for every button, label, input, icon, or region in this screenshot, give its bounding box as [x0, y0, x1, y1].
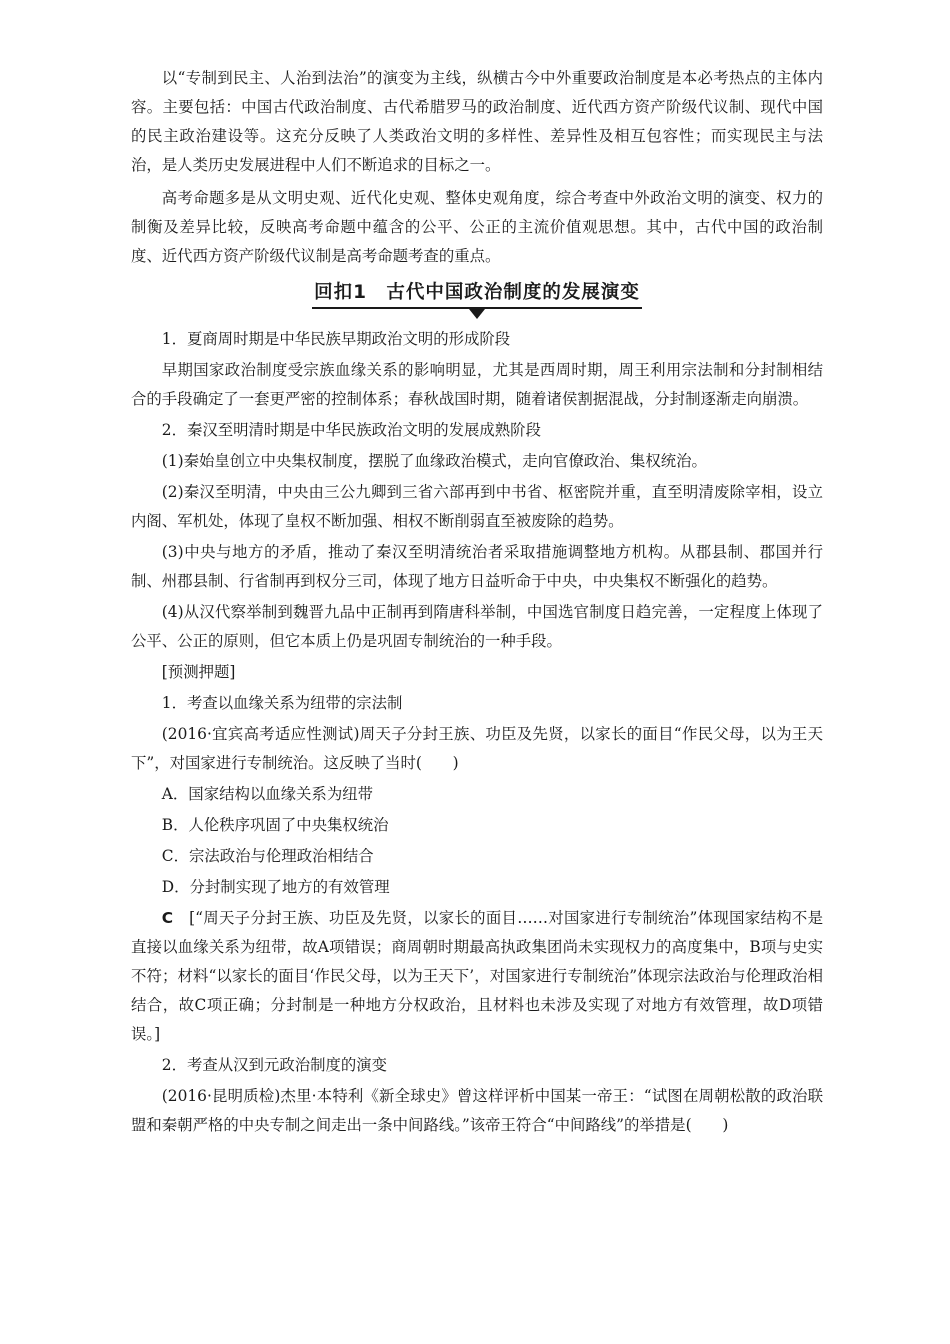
- question-1-title: 1．考查以血缘关系为纽带的宗法制: [161, 694, 403, 712]
- document-page: [131, 64, 823, 1140]
- section-heading-text: 回扣1 古代中国政治制度的发展演变: [314, 282, 640, 303]
- subsection-2-item-4: (4)从汉代察举制到魏晋九品中正制再到隋唐科举制，中国选官制度日趋完善，一定程度上体现了公平、公正的原则，但它本质上仍是巩固专制统治的一种手段。: [131, 603, 823, 650]
- subsection-1-body: 早期国家政治制度受宗族血缘关系的影响明显，尤其是西周时期，周王利用宗法制和分封制相结合的手段确定了一套更严密的控制体系；春秋战国时期，随着诸侯割据混战，分封制逐渐走向崩溃。: [131, 361, 823, 408]
- intro-paragraph-2: 高考命题多是从文明史观、近代化史观、整体史观角度，综合考查中外政治文明的演变、权力的制衡及差异比较，反映高考命题中蕴含的公平、公正的主流价值观思想。其中，古代中国的政治制度、近代西方资产阶级代议制是高考命题考查的重点。: [131, 189, 823, 265]
- question-2-title: 2．考查从汉到元政治制度的演变: [161, 1056, 388, 1074]
- question-1-option-b: B．人伦秩序巩固了中央集权统治: [161, 816, 389, 834]
- subsection-2-title: 2．秦汉至明清时期是中华民族政治文明的发展成熟阶段: [161, 421, 541, 439]
- question-1-answer-letter: C: [161, 909, 174, 927]
- predict-label: [预测押题]: [161, 663, 236, 681]
- intro-paragraph-1: 以“专制到民主、人治到法治”的演变为主线，纵横古今中外重要政治制度是本必考热点的主体内容。主要包括：中国古代政治制度、古代希腊罗马的政治制度、近代西方资产阶级代议制、现代中国的民主政治建设等。这充分反映了人类政治文明的多样性、差异性及相互包容性；而实现民主与法治，是人类历史发展进程中人们不断追求的目标之一。: [131, 69, 823, 174]
- section-heading-block: [131, 279, 823, 313]
- question-1-option-d: D．分封制实现了地方的有效管理: [161, 878, 390, 896]
- subsection-1-title: 1．夏商周时期是中华民族早期政治文明的形成阶段: [161, 330, 511, 348]
- section-heading: [312, 279, 642, 309]
- subsection-2-item-1: (1)秦始皇创立中央集权制度，摆脱了血缘政治模式，走向官僚政治、集权统治。: [161, 452, 707, 470]
- question-1-answer: [131, 904, 823, 1049]
- subsection-2-item-2: (2)秦汉至明清，中央由三公九卿到三省六部再到中书省、枢密院并重，直至明清废除宰相，设立内阁、军机处，体现了皇权不断加强、相权不断削弱直至被废除的趋势。: [131, 483, 823, 530]
- triangle-marker-icon: [469, 309, 485, 319]
- question-1-option-a: A．国家结构以血缘关系为纽带: [161, 785, 373, 803]
- question-1-option-c: C．宗法政治与伦理政治相结合: [161, 847, 374, 865]
- question-2-stem: (2016·昆明质检)杰里·本特利《新全球史》曾这样评析中国某一帝王：“试图在周朝松散的政治联盟和秦朝严格的中央专制之间走出一条中间路线。”该帝王符合“中间路线”的举措是( ): [131, 1087, 823, 1134]
- question-1-stem: (2016·宜宾高考适应性测试)周天子分封王族、功臣及先贤，以家长的面目“作民父母，以为王天下”，对国家进行专制统治。这反映了当时( ): [131, 725, 823, 772]
- question-1-answer-explanation: [“周天子分封王族、功臣及先贤，以家长的面目……对国家进行专制统治”体现国家结构不是直接以血缘关系为纽带，故A项错误；商周朝时期最高执政集团尚未实现权力的高度集中，B项与史实不符；材料“以家长的面目‘作民父母，以为王天下’，对国家进行专制统治”体现宗法政治与伦理政治相结合，故C项正确；分封制是一种地方分权政治，且材料也未涉及实现了对地方有效管理，故D项错误。]: [131, 909, 823, 1043]
- subsection-2-item-3: (3)中央与地方的矛盾，推动了秦汉至明清统治者采取措施调整地方机构。从郡县制、郡国并行制、州郡县制、行省制再到权分三司，体现了地方日益听命于中央，中央集权不断强化的趋势。: [131, 543, 823, 590]
